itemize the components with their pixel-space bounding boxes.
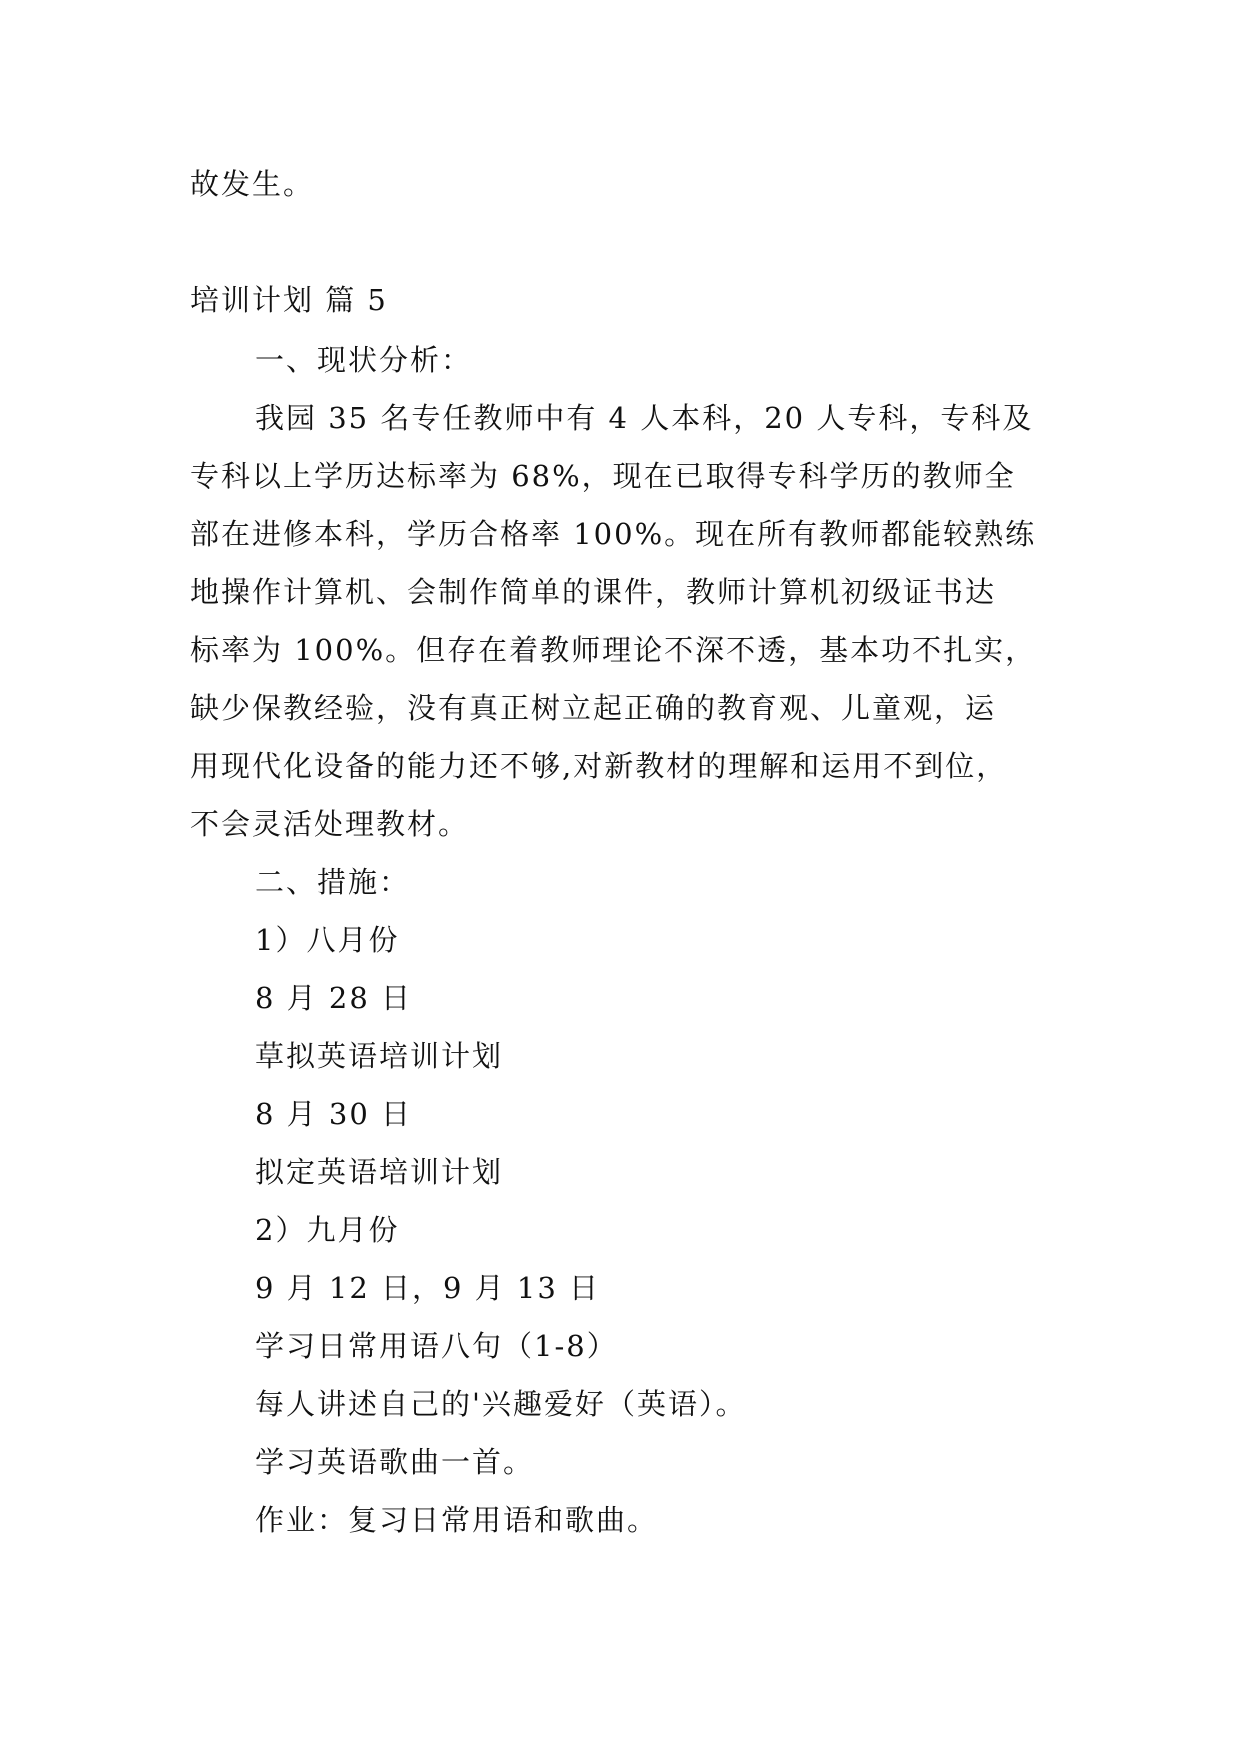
list-item: 拟定英语培训计划 <box>255 1155 504 1189</box>
paragraph-line: 缺少保教经验，没有真正树立起正确的教育观、儿童观，运 <box>190 691 997 725</box>
list-item: 8 月 28 日 <box>255 981 413 1015</box>
list-item: 1）八月份 <box>255 923 400 957</box>
section-title: 培训计划 篇 5 <box>190 283 388 317</box>
list-item: 作业：复习日常用语和歌曲。 <box>255 1503 659 1537</box>
list-item: 2）九月份 <box>255 1213 400 1247</box>
list-item: 学习英语歌曲一首。 <box>255 1445 535 1479</box>
paragraph-line: 地操作计算机、会制作简单的课件，教师计算机初级证书达 <box>190 575 997 609</box>
list-item: 9 月 12 日，9 月 13 日 <box>255 1271 601 1305</box>
list-item: 每人讲述自己的'兴趣爱好（英语）。 <box>255 1387 747 1421</box>
list-item: 学习日常用语八句（1-8） <box>255 1329 618 1363</box>
paragraph-line: 专科以上学历达标率为 68%，现在已取得专科学历的教师全 <box>190 459 1016 493</box>
list-item: 8 月 30 日 <box>255 1097 413 1131</box>
paragraph-line: 不会灵活处理教材。 <box>190 807 470 841</box>
paragraph-line: 标率为 100%。但存在着教师理论不深不透，基本功不扎实， <box>190 633 1037 667</box>
paragraph-line: 我园 35 名专任教师中有 4 人本科，20 人专科，专科及 <box>255 401 1034 435</box>
heading-measures: 二、措施： <box>255 865 411 899</box>
paragraph-line: 用现代化设备的能力还不够,对新教材的理解和运用不到位， <box>190 749 1008 783</box>
list-item: 草拟英语培训计划 <box>255 1039 504 1073</box>
heading-situation-analysis: 一、现状分析： <box>255 343 473 377</box>
paragraph-line: 故发生。 <box>190 167 315 201</box>
paragraph-line: 部在进修本科，学历合格率 100%。现在所有教师都能较熟练 <box>190 517 1037 551</box>
